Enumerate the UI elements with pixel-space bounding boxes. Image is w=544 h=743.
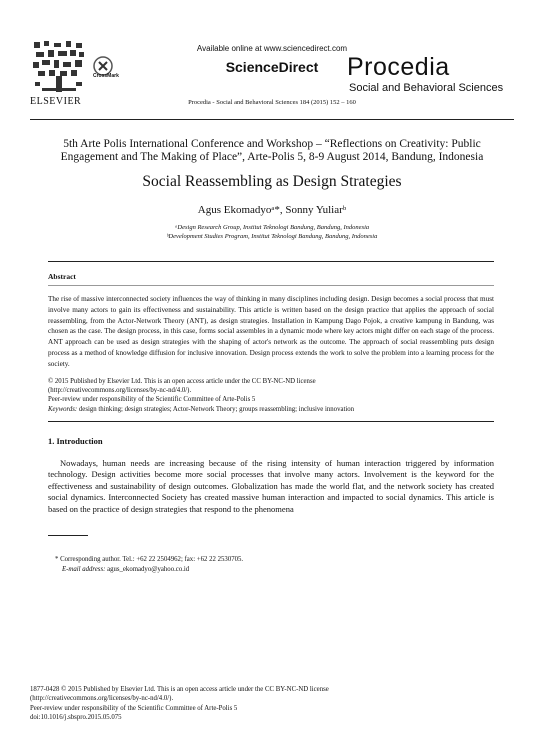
sciencedirect-logo: ScienceDirect: [225, 59, 319, 75]
affiliation-b: ᵇDevelopment Studies Program, Institut Teknologi Bandung, Bandung, Indonesia: [166, 233, 378, 240]
procedia-subtitle: Social and Behavioral Sciences: [349, 82, 504, 94]
introduction-paragraph: Nowadays, human needs are increasing because of the rising intensity of human interaction triggered by information technology. Design activities become more social processes that involve many actors. Involvement is the keyword for the effectiveness and sustainability of design outcomes. Globalization has made the world flat, and the network society has created social dynamics. Interconnected Society has created massive human interaction and impacted to social dynamics. This article is based on the practice of design strategies that respond to the phenomena: [48, 458, 494, 514]
keywords: [48, 406, 494, 413]
abstract-text: The rise of massive interconnected society influences the way of thinking in many disciplines including design. Design becomes a social process that must involve many actors to gain its effectiveness and sustainability. This article is written based on the design practice that applies the approach of social reassembling, from the Actor-Network Theory (ANT), as design strategies. Installation in Kampung Dago Pojok, a creative kampung in Bandung, was chosen as the case. The design process, in this case, forms social assembles in a dynamic mode where key actors might differ on each stage of the process. ANT approach can be used as design strategies with the shaping of actor's network as the outcome. The approach of social reassembling puts design process as a method of knowledge diffusion for inclusive innovation. Design process extends the work to solve the problem into a learning process for the society.: [48, 295, 494, 368]
elsevier-wordmark: ELSEVIER: [30, 96, 82, 107]
paper-title: Social Reassembling as Design Strategies: [142, 173, 402, 190]
abstract-heading: Abstract: [48, 272, 76, 281]
affiliation-a: ᵃDesign Research Group, Institut Teknologi Bandung, Bandung, Indonesia: [174, 224, 370, 231]
email-note: [62, 566, 189, 573]
abstract-heading-rule: [48, 285, 494, 286]
available-online-link[interactable]: Available online at www.sciencedirect.com: [196, 44, 348, 53]
journal-reference: Procedia - Social and Behavioral Sciences 184 (2015) 152 – 160: [188, 99, 356, 106]
crossmark-label: CrossMark: [93, 73, 119, 79]
keywords-label: Keywords:: [48, 406, 78, 413]
footnote-rule: [48, 535, 88, 536]
abstract-copyright: [48, 377, 494, 404]
authors: Agus Ekomadyoᵃ*, Sonny Yuliarᵇ: [197, 204, 347, 216]
abstract-bottom-rule: [48, 421, 494, 422]
copyright-line: © 2015 Published by Elsevier Ltd. This is an open access article under the CC BY-NC-ND license: [48, 378, 316, 385]
header-divider: [30, 119, 514, 120]
bottom-peer-review: Peer-review under responsibility of the Scientific Committee of Arte-Polis 5: [30, 704, 238, 712]
conference-line: 5th Arte Polis International Conference and Workshop – “Reflections on Creativity: Public Engagement and The Making of Place”, Arte-Polis 5, 8-9 August 2014, Bandung, Indonesia: [60, 138, 484, 163]
email-address[interactable]: agus_ekomadyo@yahoo.co.id: [107, 566, 190, 573]
corresponding-author-note: * Corresponding author. Tel.: +62 22 2504962; fax: +62 22 2530705.: [55, 556, 244, 563]
peer-review-line: Peer-review under responsibility of the Scientific Committee of Arte-Polis 5: [48, 396, 256, 403]
abstract-top-rule: [48, 261, 494, 262]
license-link[interactable]: (http://creativecommons.org/licenses/by-nc-nd/4.0/).: [48, 387, 192, 394]
section-heading-introduction: 1. Introduction: [48, 436, 103, 446]
doi[interactable]: doi:10.1016/j.sbspro.2015.05.075: [30, 714, 122, 722]
email-label: E-mail address:: [62, 566, 106, 573]
bottom-copyright-block: [30, 685, 520, 723]
introduction-text: [48, 458, 494, 515]
procedia-title: Procedia: [347, 53, 450, 81]
bottom-license-link[interactable]: (http://creativecommons.org/licenses/by-nc-nd/4.0/).: [30, 695, 174, 703]
keywords-list: design thinking; design strategies; Actor-Network Theory; groups reassembling; inclusive innovation: [78, 406, 355, 413]
issn-copyright: 1877-0428 © 2015 Published by Elsevier Ltd. This is an open access article under the CC BY-NC-ND license: [30, 686, 329, 693]
